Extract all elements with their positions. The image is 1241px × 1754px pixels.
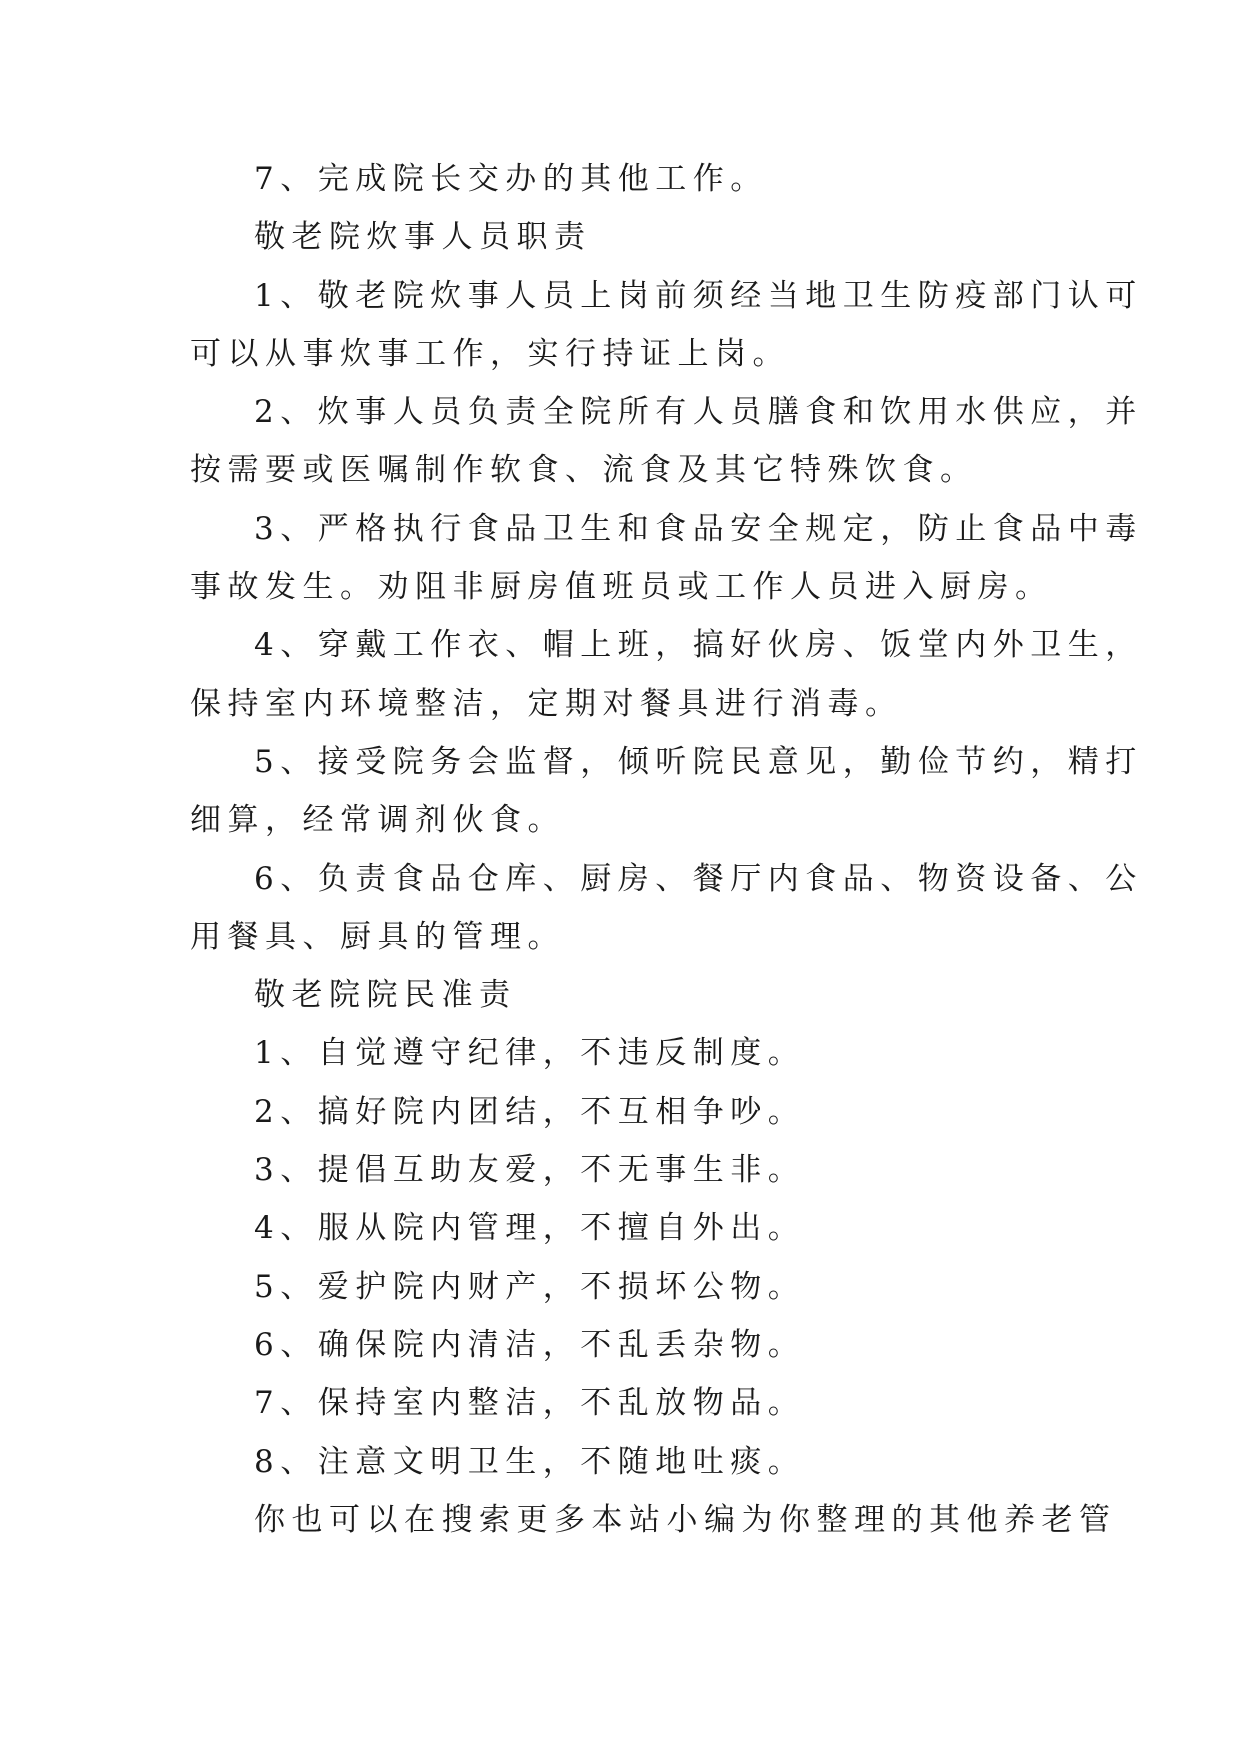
text-line: 3、提倡互助友爱，不无事生非。 xyxy=(254,1152,806,1189)
text-line: 4、穿戴工作衣、帽上班，搞好伙房、饭堂内外卫生， xyxy=(254,627,1143,664)
text-line: 2、搞好院内团结，不互相争吵。 xyxy=(254,1093,806,1130)
text-line: 5、爱护院内财产，不损坏公物。 xyxy=(254,1268,806,1305)
text-line: 敬老院炊事人员职责 xyxy=(254,219,592,256)
text-line: 5、接受院务会监督，倾听院民意见，勤俭节约，精打 xyxy=(254,743,1143,780)
text-line: 敬老院院民准责 xyxy=(254,977,517,1014)
text-line: 用餐具、厨具的管理。 xyxy=(190,918,565,955)
text-line: 7、完成院长交办的其他工作。 xyxy=(254,161,768,197)
text-line: 4、服从院内管理，不擅自外出。 xyxy=(254,1210,806,1247)
text-line: 按需要或医嘱制作软食、流食及其它特殊饮食。 xyxy=(190,452,978,489)
text-line: 1、敬老院炊事人员上岗前须经当地卫生防疫部门认可 xyxy=(254,277,1143,314)
text-line: 3、严格执行食品卫生和食品安全规定，防止食品中毒 xyxy=(254,510,1143,547)
document-page xyxy=(190,150,1143,1549)
text-line: 事故发生。劝阻非厨房值班员或工作人员进入厨房。 xyxy=(190,569,1053,606)
text-line: 6、确保院内清洁，不乱丢杂物。 xyxy=(254,1326,806,1363)
text-line: 8、注意文明卫生，不随地吐痰。 xyxy=(254,1443,806,1480)
text-line: 你也可以在搜索更多本站小编为你整理的其他养老管 xyxy=(254,1501,1117,1538)
text-line: 细算，经常调剂伙食。 xyxy=(190,802,565,839)
text-line: 7、保持室内整洁，不乱放物品。 xyxy=(254,1385,806,1422)
text-line: 可以从事炊事工作，实行持证上岗。 xyxy=(190,335,790,372)
text-line: 保持室内环境整洁，定期对餐具进行消毒。 xyxy=(190,685,903,722)
text-line: 1、自觉遵守纪律，不违反制度。 xyxy=(254,1035,806,1072)
text-line: 2、炊事人员负责全院所有人员膳食和饮用水供应，并 xyxy=(254,394,1143,431)
text-line: 6、负责食品仓库、厨房、餐厅内食品、物资设备、公 xyxy=(254,860,1143,897)
